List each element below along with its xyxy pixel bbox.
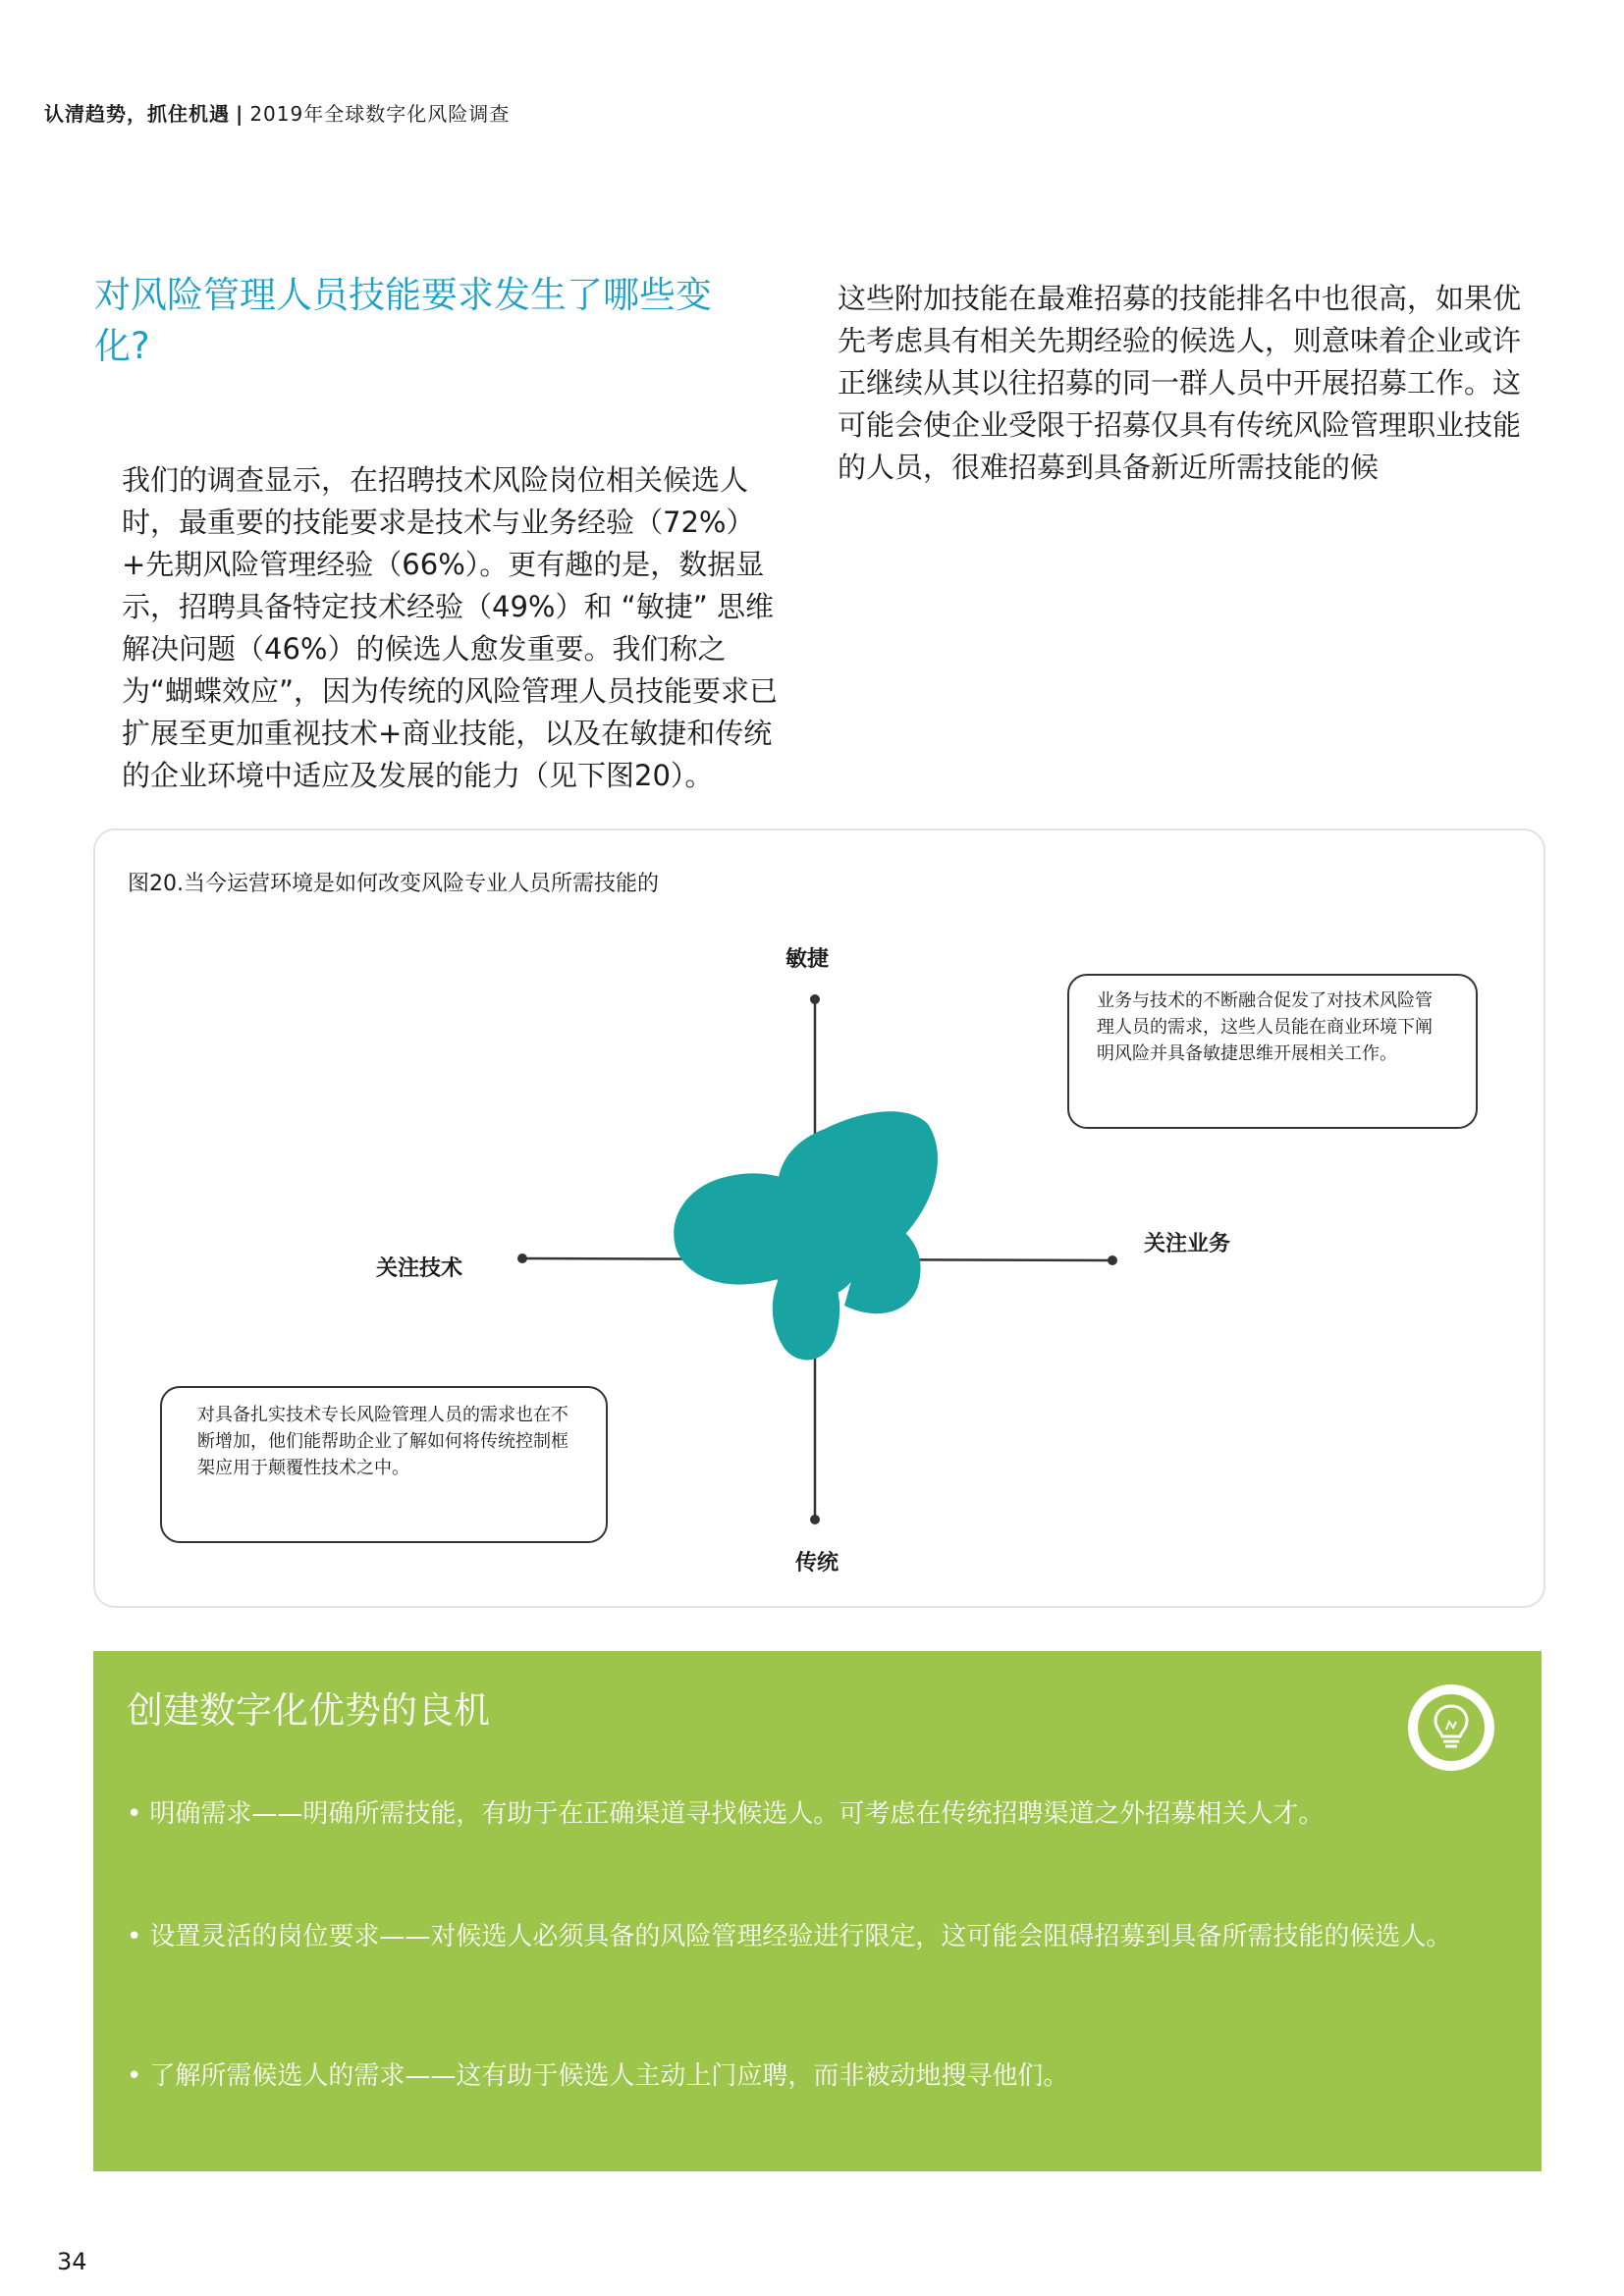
lightbulb-icon xyxy=(1406,1682,1496,1773)
axis-endpoint-bottom xyxy=(810,1515,820,1524)
opportunity-item xyxy=(127,1919,1521,1954)
butterfly-body xyxy=(768,1204,862,1299)
body-paragraph-left: 我们的调查显示，在招聘技术风险岗位相关候选人时，最重要的技能要求是技术与业务经验（72%）+先期风险管理经验（66%）。更有趣的是，数据显示，招聘具备特定技术经验（49%）和 “敏捷” 思维解决问题（46%）的候选人愈发重要。我们称之为“蝴蝶效应”，因为传统的风险管理人员技能要求已扩展至更加重视技术+商业技能，以及在敏捷和传统的企业环境中适应及发展的能力（见下图20）。 xyxy=(122,463,779,792)
butterfly-shape xyxy=(674,1111,938,1360)
axis-label-technology: 关注技术 xyxy=(376,1256,463,1281)
page-number: 34 xyxy=(57,2248,87,2275)
callout-technical-expertise: 对具备扎实技术专长风险管理人员的需求也在不断增加，他们能帮助企业了解如何将传统控制框架应用于颠覆性技术之中。 xyxy=(160,1386,608,1543)
axis-endpoint-left xyxy=(517,1254,527,1263)
axis-label-business: 关注业务 xyxy=(1144,1232,1231,1256)
axis-label-agile: 敏捷 xyxy=(785,947,830,972)
header-report: 2019年全球数字化风险调查 xyxy=(249,102,511,126)
axis-endpoint-right xyxy=(1108,1255,1117,1265)
opportunity-item xyxy=(127,1796,1521,1832)
opportunity-item xyxy=(127,2058,1521,2094)
section-title: 对风险管理人员技能要求发生了哪些变化? xyxy=(94,274,712,367)
header-separator: | xyxy=(236,102,244,126)
figure-title: 图20.当今运营环境是如何改变风险专业人员所需技能的 xyxy=(128,863,667,901)
bullet-dot: • xyxy=(127,2061,142,2091)
opportunity-title: 创建数字化优势的良机 xyxy=(127,1689,490,1732)
body-paragraph-right: 这些附加技能在最难招募的技能排名中也很高，如果优先考虑具有相关先期经验的候选人，则意味着企业或许正继续从其以往招募的同一群人员中开展招募工作。这可能会使企业受限于招募仅具有传统风险管理职业技能的人员，很难招募到具备新近所需技能的候 xyxy=(838,282,1522,484)
opportunity-box xyxy=(93,1651,1542,2171)
header-section: 认清趋势，抓住机遇 xyxy=(44,102,230,126)
axis-label-traditional: 传统 xyxy=(795,1551,839,1575)
axis-endpoint-top xyxy=(810,994,820,1004)
callout-business-technology: 业务与技术的不断融合促发了对技术风险管理人员的需求，这些人员能在商业环境下阐明风险并具备敏捷思维开展相关工作。 xyxy=(1067,974,1478,1129)
opportunity-item-text: 设置灵活的岗位要求——对候选人必须具备的风险管理经验进行限定，这可能会阻碍招募到具备所需技能的候选人。 xyxy=(149,1922,1452,1951)
opportunity-item-text: 明确需求——明确所需技能，有助于在正确渠道寻找候选人。可考虑在传统招聘渠道之外招募相关人才。 xyxy=(149,1799,1325,1829)
bullet-dot: • xyxy=(127,1799,142,1829)
bullet-dot: • xyxy=(127,1922,142,1951)
opportunity-item-text: 了解所需候选人的需求——这有助于候选人主动上门应聘，而非被动地搜寻他们。 xyxy=(149,2061,1069,2091)
